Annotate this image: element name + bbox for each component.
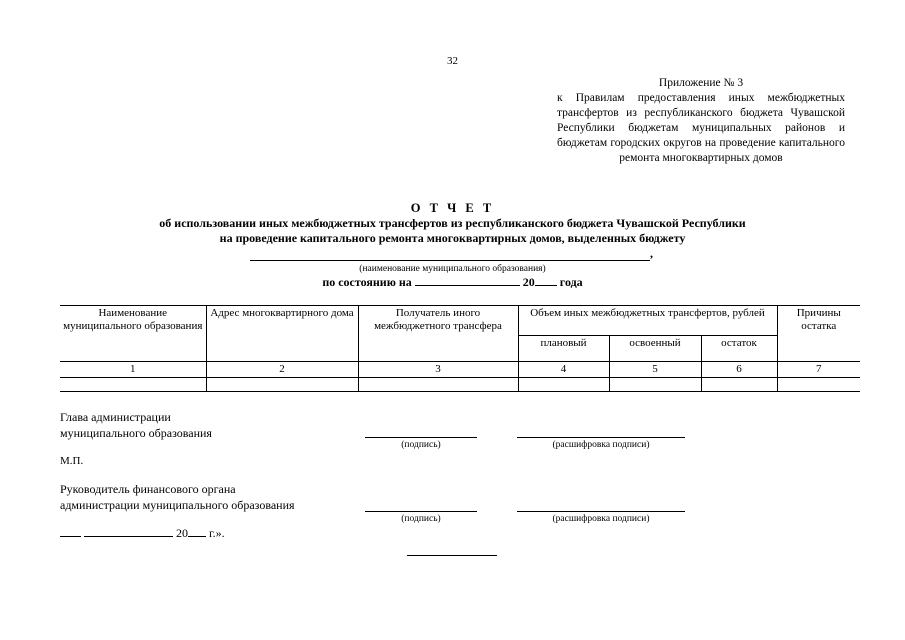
date-line (60, 526, 225, 541)
appendix-title: Приложение № 3 (658, 77, 744, 89)
head-decode-caption: (расшифровка подписи) (552, 440, 650, 450)
table-cell (701, 378, 777, 392)
appendix-block (557, 76, 845, 166)
table-cell (777, 378, 860, 392)
date-year-blank (188, 526, 206, 537)
report-subtitle-line1: об использовании иных межбюджетных трансфертов из республиканского бюджета Чувашской Республики (159, 216, 746, 230)
report-table (60, 305, 860, 392)
table-row-empty (60, 378, 860, 392)
table-cell (518, 378, 609, 392)
head-admin-line2: муниципального образования (60, 426, 212, 440)
table-cell (206, 378, 358, 392)
report-title: О Т Ч Е Т (410, 201, 495, 215)
column-number: 4 (518, 362, 609, 378)
header-recipient: Получатель иного межбюджетного трансфера (358, 306, 518, 362)
table-cell (609, 378, 701, 392)
header-remainder: остаток (701, 336, 777, 362)
finance-decode-caption: (расшифровка подписи) (552, 514, 650, 524)
head-signature-caption: (подпись) (401, 440, 441, 450)
date-day-blank (60, 526, 81, 537)
head-signature-line (365, 437, 477, 438)
finance-head-label (60, 481, 295, 513)
date-suffix: г.». (209, 526, 225, 540)
as-of-year-prefix: 20 (522, 275, 535, 289)
table-cell (60, 378, 206, 392)
head-admin-line1: Глава администрации (60, 410, 171, 424)
finance-signature-caption: (подпись) (401, 514, 441, 524)
as-of-date-blank (415, 275, 520, 286)
header-municipality: Наименование муниципального образования (60, 306, 206, 362)
municipality-comma: , (650, 246, 653, 260)
column-number: 3 (358, 362, 518, 378)
as-of-date-line (0, 275, 905, 290)
closing-separator-line (407, 555, 497, 556)
column-number: 2 (206, 362, 358, 378)
finance-head-line1: Руководитель финансового органа (60, 482, 236, 496)
finance-decode-line (517, 511, 685, 512)
appendix-text: к Правилам предоставления иных межбюджетных трансфертов из республиканского бюджета Чувашской Республики бюджетам муниципальных районов и бюджетам городских округов на проведение капитального ремонта многоквартирных домов (557, 92, 845, 164)
header-address: Адрес многоквартирного дома (206, 306, 358, 362)
finance-signature-line (365, 511, 477, 512)
municipality-blank-line (250, 246, 650, 261)
column-number: 5 (609, 362, 701, 378)
head-decode-line (517, 437, 685, 438)
column-number: 7 (777, 362, 860, 378)
as-of-prefix: по состоянию на (322, 275, 412, 289)
date-month-blank (84, 526, 173, 537)
column-number: 1 (60, 362, 206, 378)
table-row-column-numbers (60, 362, 860, 378)
municipality-caption: (наименование муниципального образования) (359, 264, 546, 274)
header-spent: освоенный (609, 336, 701, 362)
as-of-year-blank (535, 275, 557, 286)
as-of-suffix: года (559, 275, 583, 289)
report-subtitle-line2: на проведение капитального ремонта многоквартирных домов, выделенных бюджету (219, 231, 686, 245)
stamp-label: М.П. (60, 455, 84, 467)
date-year-prefix: 20 (176, 526, 188, 540)
page-number: 32 (447, 55, 458, 67)
head-admin-label (60, 409, 212, 441)
header-planned: плановый (518, 336, 609, 362)
table-cell (358, 378, 518, 392)
header-reasons: Причины остатка (777, 306, 860, 362)
finance-head-line2: администрации муниципального образования (60, 498, 295, 512)
column-number: 6 (701, 362, 777, 378)
header-volume: Объем иных межбюджетных трансфертов, рублей (518, 306, 777, 336)
